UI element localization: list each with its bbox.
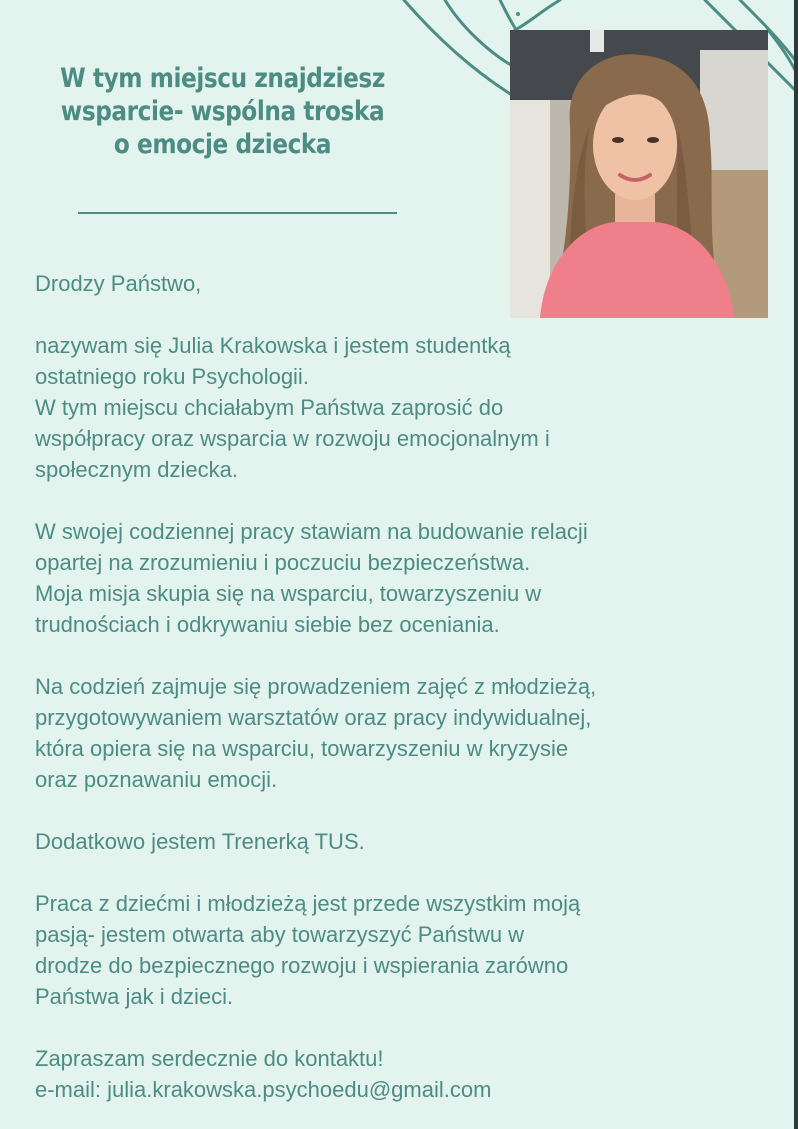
intro-paragraph: nazywam się Julia Krakowska i jestem studentką ostatniego roku Psychologii. W tym miejscu chciałabym Państwa zaprosić do współpracy oraz wsparcia w rozwoju emocjonalnym i społecznym dziecka. — [35, 333, 550, 482]
title-divider — [78, 212, 397, 214]
passion-paragraph: Praca z dziećmi i młodzieżą jest przede wszystkim moją pasją- jestem otwarta aby towarzyszyć Państwu w drodze do bezpiecznego rozwoju i wspierania zarówno Państwa jak i dzieci. — [35, 891, 581, 1009]
approach-paragraph: W swojej codziennej pracy stawiam na budowanie relacji opartej na zrozumieniu i poczuciu bezpieczeństwa. Moja misja skupia się na wsparciu, towarzyszeniu w trudnościach i odkrywaniu siebie bez oceniania. — [35, 519, 588, 637]
activities-paragraph: Na codzień zajmuje się prowadzeniem zajęć z młodzieżą, przygotowywaniem warsztatów oraz pracy indywidualnej, która opiera się na wsparciu, towarzyszeniu w kryzysie oraz poznawaniu emocji. — [35, 674, 597, 792]
contact-paragraph: Zapraszam serdecznie do kontaktu! e-mail: julia.krakowska.psychoedu@gmail.com — [35, 1046, 492, 1102]
trainer-paragraph: Dodatkowo jestem Trenerką TUS. — [35, 829, 365, 854]
page-title: W tym miejscu znajdziesz wsparcie- wspólna troska o emocje dziecka — [60, 63, 385, 160]
letter-body — [35, 268, 715, 1105]
page-right-edge — [794, 0, 798, 1129]
greeting: Drodzy Państwo, — [35, 271, 202, 296]
